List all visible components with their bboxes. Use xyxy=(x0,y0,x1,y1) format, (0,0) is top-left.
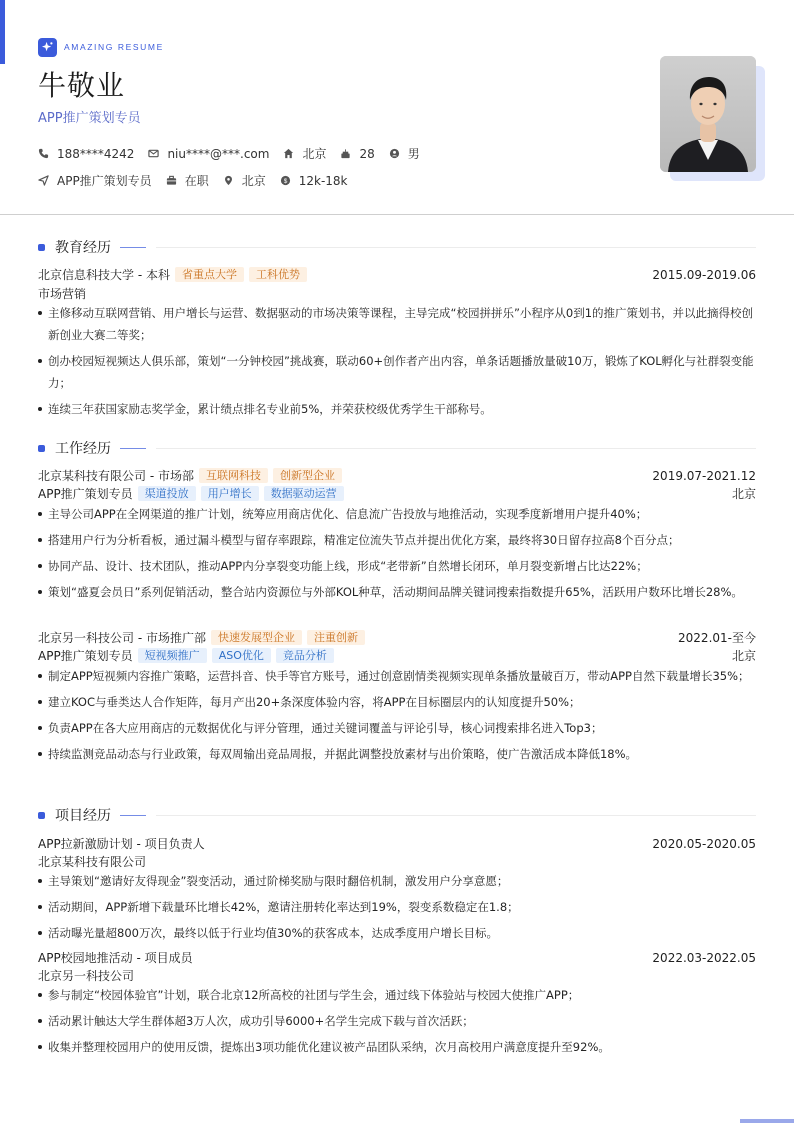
work-section-header xyxy=(38,439,756,457)
list-item: 协同产品、设计、技术团队，推动APP内分享裂变功能上线，形成“老带新”自然增长闭环，单月裂变新增占比达22%； xyxy=(38,555,756,577)
project-org: 北京某科技有限公司 xyxy=(38,855,147,869)
candidate-name: 牛敬业 xyxy=(38,69,126,102)
intent-city-item xyxy=(223,172,266,189)
section-title: 教育经历 xyxy=(55,240,111,256)
education-section-header xyxy=(38,238,756,256)
company-tag: 快速发展型企业 xyxy=(211,630,302,645)
project-entry-header xyxy=(38,835,756,852)
location-item xyxy=(283,145,326,162)
intent-city-text: 北京 xyxy=(241,174,266,188)
section-rule xyxy=(156,448,756,449)
company-name: 北京某科技有限公司 - 市场部 xyxy=(38,469,194,483)
work-bullets xyxy=(38,503,756,607)
list-item: 创办校园短视频达人俱乐部，策划“一分钟校园”挑战赛，联动60+创作者产出内容，单条话题播放量破10万，锻炼了KOL孵化与社群裂变能力； xyxy=(38,350,756,394)
mail-icon xyxy=(148,148,159,159)
gender-text: 男 xyxy=(407,147,420,161)
school-tag: 工科优势 xyxy=(249,267,307,282)
phone-icon xyxy=(38,148,49,159)
work-date: 2022.01-至今 xyxy=(678,631,756,645)
location-text: 北京 xyxy=(302,147,327,161)
cake-icon xyxy=(340,148,351,159)
phone-item xyxy=(38,147,134,161)
header-divider xyxy=(0,214,794,215)
role-name: APP推广策划专员 xyxy=(38,487,133,501)
intent-title-text: APP推广策划专员 xyxy=(57,174,152,188)
left-accent-bar xyxy=(0,0,5,64)
list-item: 制定APP短视频内容推广策略，运营抖音、快手等官方账号，通过创意剧情类视频实现单条播放量破百万，带动APP自然下载量增长35%； xyxy=(38,665,756,687)
list-item: 主导策划“邀请好友得现金”裂变活动，通过阶梯奖励与限时翻倍机制，激发用户分享意愿； xyxy=(38,870,756,892)
age-item xyxy=(340,147,374,161)
section-rule xyxy=(156,247,756,248)
work-entry-header xyxy=(38,629,756,646)
profile-photo-frame xyxy=(660,56,766,182)
phone-text: 188****4242 xyxy=(57,146,135,161)
gender-item xyxy=(389,145,420,162)
job-title: APP推广策划专员 xyxy=(38,111,141,126)
work-bullets xyxy=(38,665,756,769)
project-org: 北京另一科技公司 xyxy=(38,969,135,983)
brand-text: AMAZING RESUME xyxy=(64,42,164,52)
work-city: 北京 xyxy=(731,487,756,501)
role-tag: ASO优化 xyxy=(212,648,271,663)
intent-row xyxy=(38,172,362,189)
section-marker xyxy=(38,812,45,819)
section-title: 工作经历 xyxy=(55,441,111,457)
education-date: 2015.09-2019.06 xyxy=(652,267,756,282)
map-pin-icon xyxy=(223,175,234,186)
project-org-line xyxy=(38,967,756,984)
home-icon xyxy=(283,148,294,159)
money-icon xyxy=(280,175,291,186)
section-title: 项目经历 xyxy=(55,808,111,824)
company-tag: 创新型企业 xyxy=(273,468,342,483)
intent-title-item xyxy=(38,172,152,189)
list-item: 策划“盛夏会员日”系列促销活动，整合站内资源位与外部KOL种草，活动期间品牌关键词搜索指数提升65%，活跃用户数环比增长28%。 xyxy=(38,581,756,603)
company-tag: 注重创新 xyxy=(307,630,365,645)
sparkle-icon xyxy=(38,38,57,57)
work-city: 北京 xyxy=(731,649,756,663)
education-bullets xyxy=(38,302,756,424)
project-entry-header xyxy=(38,949,756,966)
role-tag: 数据驱动运营 xyxy=(264,486,344,501)
section-marker xyxy=(38,244,45,251)
major: 市场营销 xyxy=(38,287,87,301)
role-tag: 渠道投放 xyxy=(138,486,196,501)
section-marker xyxy=(38,445,45,452)
salary-text: 12k-18k xyxy=(298,173,348,188)
school-tag: 省重点大学 xyxy=(175,267,244,282)
age-text: 28 xyxy=(359,146,375,161)
send-icon xyxy=(38,175,49,186)
list-item: 收集并整理校园用户的使用反馈，提炼出3项功能优化建议被产品团队采纳，次月高校用户满意度提升至92%。 xyxy=(38,1036,756,1058)
list-item: 活动累计触达大学生群体超3万人次，成功引导6000+名学生完成下载与首次活跃； xyxy=(38,1010,756,1032)
svg-text:$: $ xyxy=(283,177,288,185)
project-name: APP校园地推活动 - 项目成员 xyxy=(38,951,193,965)
contact-row xyxy=(38,145,434,162)
work-role-line xyxy=(38,647,756,664)
email-item xyxy=(148,147,269,161)
project-date: 2020.05-2020.05 xyxy=(652,836,756,851)
company-tag: 互联网科技 xyxy=(199,468,268,483)
status-item xyxy=(166,172,209,189)
education-entry-header xyxy=(38,266,756,283)
company-name: 北京另一科技公司 - 市场推广部 xyxy=(38,631,206,645)
list-item: 连续三年获国家励志奖学金，累计绩点排名专业前5%，并荣获校级优秀学生干部称号。 xyxy=(38,398,756,420)
project-bullets xyxy=(38,870,756,948)
avatar xyxy=(660,56,756,172)
role-tag: 用户增长 xyxy=(201,486,259,501)
section-rule xyxy=(156,815,756,816)
projects-section-header xyxy=(38,806,756,824)
work-role-line xyxy=(38,485,756,502)
section-accent-line xyxy=(120,448,146,449)
email-text: niu****@***.com xyxy=(167,146,270,161)
section-accent-line xyxy=(120,247,146,248)
list-item: 主导公司APP在全网渠道的推广计划，统筹应用商店优化、信息流广告投放与地推活动，实现季度新增用户提升40%； xyxy=(38,503,756,525)
project-org-line xyxy=(38,853,756,870)
briefcase-icon xyxy=(166,175,177,186)
list-item: 搭建用户行为分析看板，通过漏斗模型与留存率跟踪，精准定位流失节点并提出优化方案，最终将30日留存拉高8个百分点； xyxy=(38,529,756,551)
list-item: 主修移动互联网营销、用户增长与运营、数据驱动的市场决策等课程，主导完成“校园拼拼乐”小程序从0到1的推广策划书，并以此摘得校创新创业大赛二等奖； xyxy=(38,302,756,346)
list-item: 持续监测竞品动态与行业政策，每双周输出竞品周报，并据此调整投放素材与出价策略，使广告激活成本降低18%。 xyxy=(38,743,756,765)
work-entry-header xyxy=(38,467,756,484)
status-text: 在职 xyxy=(184,174,209,188)
salary-item xyxy=(280,174,348,188)
list-item: 参与制定“校园体验官”计划，联合北京12所高校的社团与学生会，通过线下体验站与校园大使推广APP； xyxy=(38,984,756,1006)
project-bullets xyxy=(38,984,756,1062)
work-date: 2019.07-2021.12 xyxy=(652,468,756,483)
footer-accent-bar xyxy=(740,1119,794,1123)
section-accent-line xyxy=(120,815,146,816)
list-item: 建立KOC与垂类达人合作矩阵，每月产出20+条深度体验内容，将APP在目标圈层内的认知度提升50%； xyxy=(38,691,756,713)
school-name: 北京信息科技大学 - 本科 xyxy=(38,268,170,282)
list-item: 活动曝光量超800万次，最终以低于行业均值30%的获客成本，达成季度用户增长目标。 xyxy=(38,922,756,944)
role-tag: 短视频推广 xyxy=(138,648,207,663)
list-item: 活动期间，APP新增下载量环比增长42%，邀请注册转化率达到19%，裂变系数稳定在1.8； xyxy=(38,896,756,918)
education-major-line xyxy=(38,285,756,302)
user-icon xyxy=(389,148,400,159)
project-date: 2022.03-2022.05 xyxy=(652,950,756,965)
project-name: APP拉新激励计划 - 项目负责人 xyxy=(38,837,205,851)
role-name: APP推广策划专员 xyxy=(38,649,133,663)
list-item: 负责APP在各大应用商店的元数据优化与评分管理，通过关键词覆盖与评论引导，核心词搜索排名进入Top3； xyxy=(38,717,756,739)
brand xyxy=(38,37,164,57)
role-tag: 竞品分析 xyxy=(276,648,334,663)
